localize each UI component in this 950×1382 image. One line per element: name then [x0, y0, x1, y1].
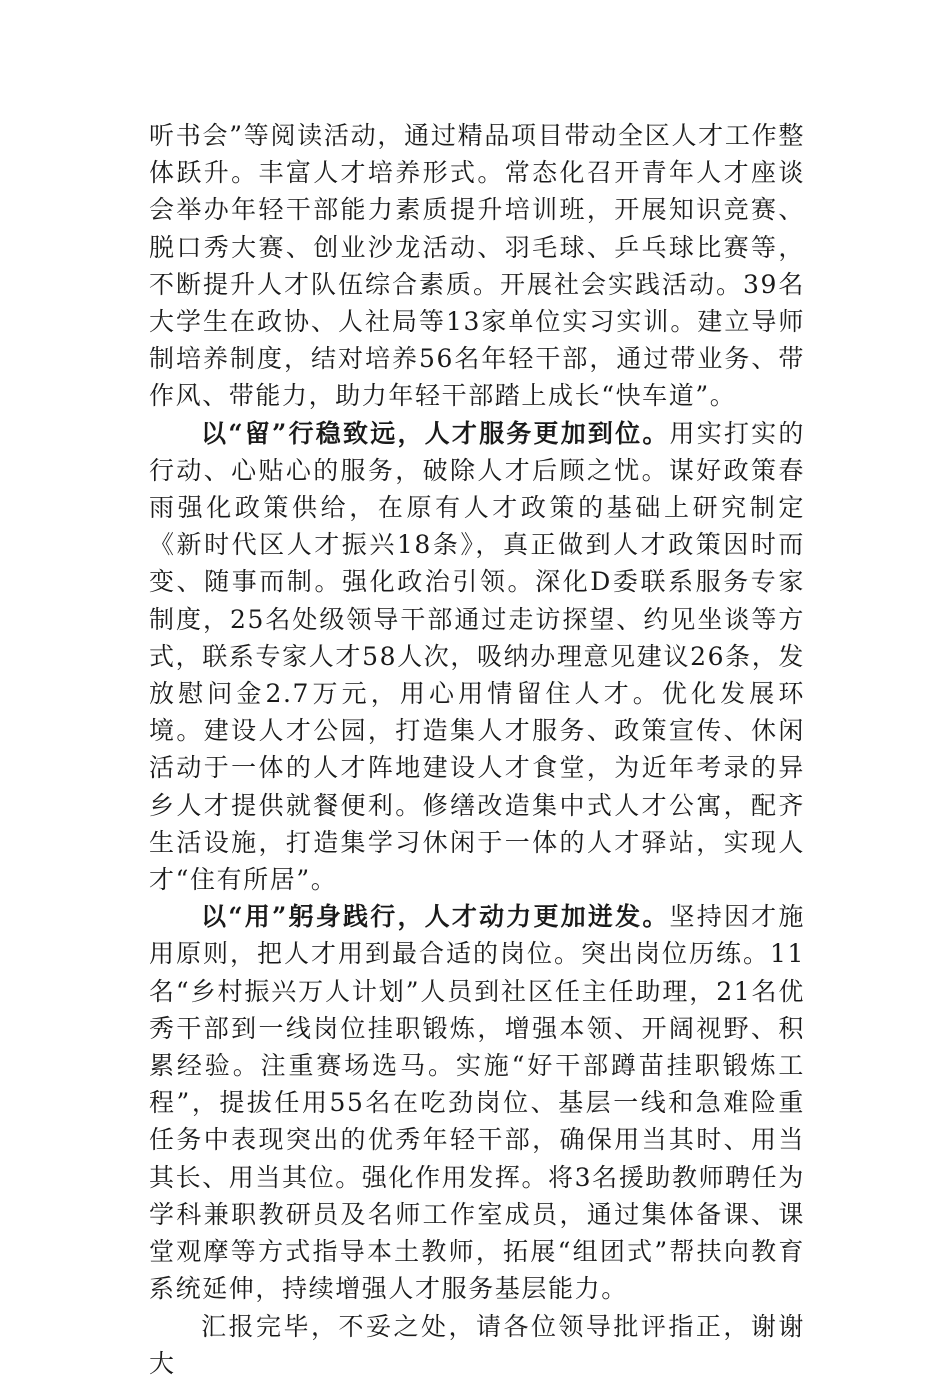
body-paragraph-4 — [149, 1308, 805, 1382]
paragraph-text: 听书会”等阅读活动，通过精品项目带动全区人才工作整体跃升。丰富人才培养形式。常态化召开青年人才座谈会举办年轻干部能力素质提升培训班，开展知识竞赛、脱口秀大赛、创业沙龙活动、羽毛球、乒乓球比赛等，不断提升人才队伍综合素质。开展社会实践活动。39名大学生在政协、人社局等13家单位实习实训。建立导师制培养制度，结对培养56名年轻干部，通过带业务、带作风、带能力，助力年轻干部踏上成长“快车道”。 — [149, 121, 805, 411]
paragraph-lead-heading: 以“留”行稳致远，人才服务更加到位。 — [201, 418, 670, 448]
paragraph-lead-heading: 以“用”躬身践行，人才动力更加迸发。 — [201, 902, 670, 932]
body-paragraph-1 — [149, 117, 805, 415]
paragraph-text: 汇报完毕，不妥之处，请各位领导批评指正，谢谢大 — [149, 1311, 805, 1378]
document-page — [149, 117, 805, 1382]
paragraph-text: 用实打实的行动、心贴心的服务，破除人才后顾之忧。谋好政策春雨强化政策供给，在原有人才政策的基础上研究制定《新时代区人才振兴18条》，真正做到人才政策因时而变、随事而制。强化政治引领。深化D委联系服务专家制度，25名处级领导干部通过走访探望、约见坐谈等方式，联系专家人才58人次，吸纳办理意见建议26条，发放慰问金2.7万元，用心用情留住人才。优化发展环境。建设人才公园，打造集人才服务、政策宣传、休闲活动于一体的人才阵地建设人才食堂，为近年考录的异乡人才提供就餐便利。修缮改造集中式人才公寓，配齐生活设施，打造集学习休闲于一体的人才驿站，实现人才“住有所居”。 — [149, 418, 805, 895]
paragraph-text: 坚持因才施用原则，把人才用到最合适的岗位。突出岗位历练。11名“乡村振兴万人计划”人员到社区任主任助理，21名优秀干部到一线岗位挂职锻炼，增强本领、开阔视野、积累经验。注重赛场选马。实施“好干部蹲苗挂职锻炼工程”，提拔任用55名在吃劲岗位、基层一线和急难险重任务中表现突出的优秀年轻干部，确保用当其时、用当其长、用当其位。强化作用发挥。将3名援助教师聘任为学科兼职教研员及名师工作室成员，通过集体备课、课堂观摩等方式指导本土教师，拓展“组团式”帮扶向教育系统延伸，持续增强人才服务基层能力。 — [149, 902, 805, 1304]
body-paragraph-2 — [149, 415, 805, 899]
body-paragraph-3 — [149, 898, 805, 1307]
